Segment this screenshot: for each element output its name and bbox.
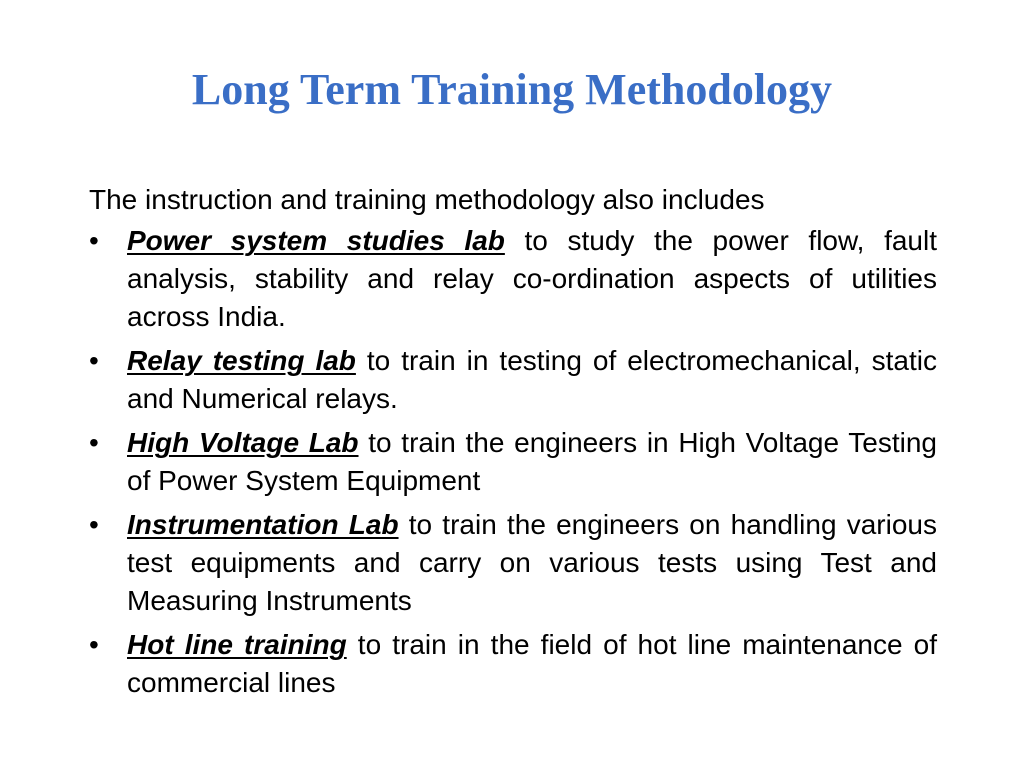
slide-title: Long Term Training Methodology: [191, 65, 833, 114]
lab-name: Instrumentation Lab: [127, 509, 399, 540]
lab-name: Hot line training: [127, 629, 347, 660]
list-item-hot-line: [89, 626, 937, 702]
intro-text: The instruction and training methodology also includes: [89, 184, 765, 215]
lab-description: to train the engineers on handling various test equipments and carry on various tests using Test and Measuring Instruments: [127, 509, 937, 616]
lab-name: High Voltage Lab: [127, 427, 359, 458]
list-item-power-system-studies: [89, 222, 937, 336]
lab-description: to train in testing of electromechanical, static and Numerical relays.: [127, 345, 937, 414]
methodology-list: [89, 222, 937, 702]
lab-description: to train in the field of hot line maintenance of commercial lines: [127, 629, 937, 698]
lab-description: to train the engineers in High Voltage Testing of Power System Equipment: [127, 427, 937, 496]
bullet-icon: •: [89, 509, 99, 540]
list-item-high-voltage: [89, 424, 937, 500]
slide-content: [89, 181, 937, 708]
list-item-relay-testing: [89, 342, 937, 418]
lab-description: to study the power flow, fault analysis, stability and relay co-ordination aspects of utilities across India.: [127, 225, 937, 332]
bullet-icon: •: [89, 345, 99, 376]
lab-name: Relay testing lab: [127, 345, 356, 376]
lab-name: Power system studies lab: [127, 225, 505, 256]
bullet-icon: •: [89, 629, 99, 660]
bullet-icon: •: [89, 225, 99, 256]
list-item-instrumentation: [89, 506, 937, 620]
bullet-icon: •: [89, 427, 99, 458]
